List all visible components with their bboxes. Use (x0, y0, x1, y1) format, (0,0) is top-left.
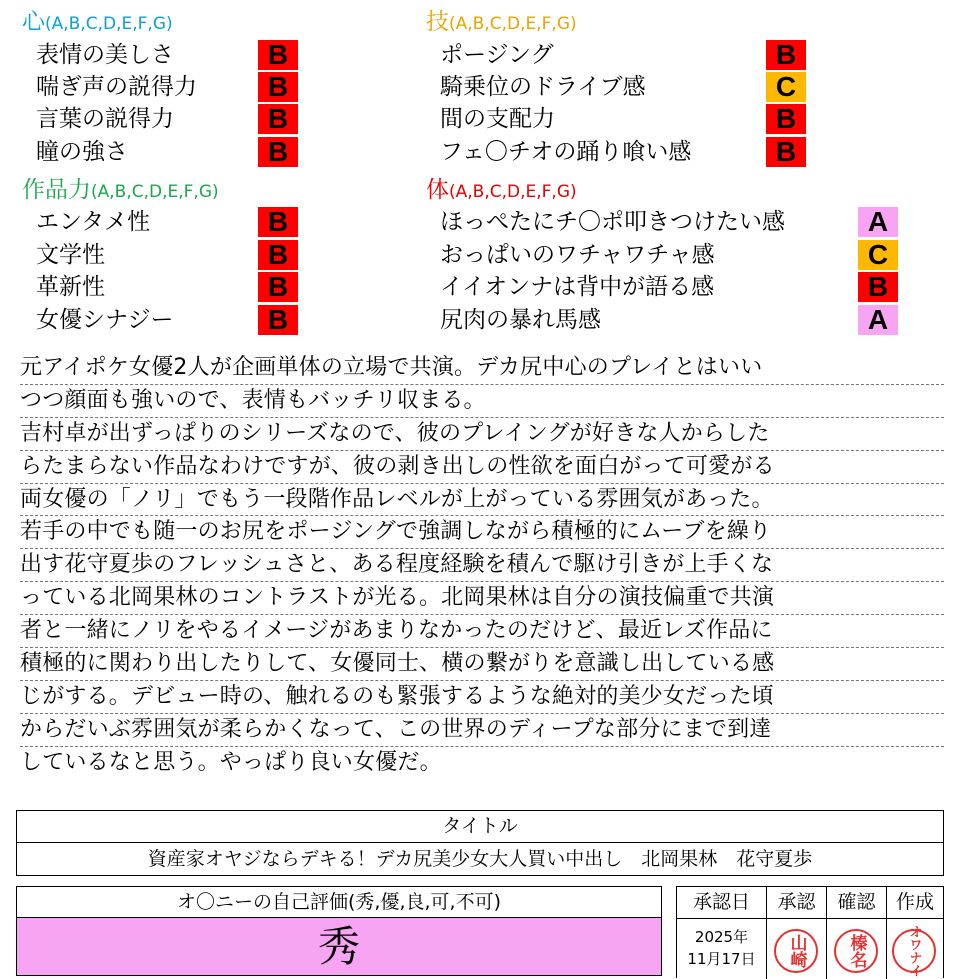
approval-header-row (677, 887, 943, 919)
grade-badge: B (258, 40, 298, 70)
review-line: 両女優の「ノリ」でもう一段階作品レベルが上がっている雰囲気があった。 (20, 484, 944, 517)
check-stamp-cell (827, 919, 887, 979)
grade-badge: B (766, 40, 806, 70)
stamp-text: 山崎 (786, 934, 807, 968)
rating-label: ほっぺたにチ〇ポ叩きつけたい感 (440, 209, 785, 235)
grade-badge: A (858, 207, 898, 237)
approval-date (677, 919, 767, 979)
stamp-text: オワナイ (906, 925, 922, 977)
section-scale: (A,B,C,D,E,F,G) (449, 14, 577, 34)
grade-badge: B (258, 104, 298, 134)
rating-label: ポージング (440, 42, 554, 68)
self-eval-value: 秀 (17, 918, 661, 975)
section-heading-sakuhin (22, 176, 219, 206)
approval-header: 承認 (767, 887, 827, 918)
rating-label: イイオンナは背中が語る感 (440, 274, 715, 300)
section-title: 技 (426, 9, 449, 35)
grade-badge: C (766, 72, 806, 102)
title-box (16, 810, 944, 876)
grade-badge: B (258, 72, 298, 102)
rating-label: 喘ぎ声の説得力 (36, 74, 197, 100)
section-heading-kokoro (22, 8, 173, 38)
grade-badge: B (766, 104, 806, 134)
rating-label: エンタメ性 (36, 209, 151, 235)
title-header: タイトル (17, 811, 943, 843)
review-line: しているなと思う。やっぱり良い女優だ。 (20, 749, 442, 775)
approval-date-header: 承認日 (677, 887, 767, 918)
review-line: 元アイポケ女優2人が企画単体の立場で共演。デカ尻中心のプレイとはいい (20, 352, 944, 385)
section-scale: (A,B,C,D,E,F,G) (449, 182, 577, 202)
review-line: 出す花守夏歩のフレッシュさと、ある程度経験を積んで駆け引きが上手くな (20, 549, 944, 582)
self-eval-box (16, 886, 662, 976)
section-title: 作品力 (22, 177, 91, 203)
grade-badge: B (258, 272, 298, 302)
rating-label: 尻肉の暴れ馬感 (440, 307, 601, 333)
grade-badge: B (258, 240, 298, 270)
rating-label: 瞳の強さ (36, 139, 128, 165)
grade-badge: B (258, 207, 298, 237)
section-title: 体 (426, 177, 449, 203)
grade-badge: B (858, 272, 898, 302)
rating-label: 表情の美しさ (36, 42, 174, 68)
rating-label: おっぱいのワチャワチャ感 (440, 242, 715, 268)
review-line: 者と一緒にノリをやるイメージがあまりなかったのだけど、最近レズ作品に (20, 615, 944, 648)
rating-label: 革新性 (36, 274, 105, 300)
approval-stamp-cell (767, 919, 827, 979)
review-line: 吉村卓が出ずっぱりのシリーズなので、彼のプレイングが好きな人からした (20, 418, 944, 451)
review-line: 若手の中でも随一のお尻をポージングで強調しながら積極的にムーブを繰り (20, 516, 944, 549)
review-line: 積極的に関わり出したりして、女優同士、横の繋がりを意識し出している感 (20, 648, 944, 681)
title-value: 資産家オヤジならデキる！デカ尻美少女大人買い中出し 北岡果林 花守夏歩 (147, 848, 813, 870)
author-header: 作成 (895, 891, 934, 913)
grade-badge: A (858, 305, 898, 335)
review-line: っている北岡果林のコントラストが光る。北岡果林は自分の演技偏重で共演 (20, 582, 944, 615)
stamp-text: 榛名 (846, 934, 867, 968)
review-line: からだいぶ雰囲気が柔らかくなって、この世界のディープな部分にまで到達 (20, 714, 944, 747)
grade-badge: B (766, 137, 806, 167)
hanko-stamp-icon (834, 929, 878, 973)
self-eval-header: オ〇ニーの自己評価(秀,優,良,可,不可) (17, 887, 661, 918)
approval-date-day: 11月17日 (687, 950, 756, 968)
grade-badge: B (258, 137, 298, 167)
grade-badge: B (258, 305, 298, 335)
approval-table (676, 886, 944, 978)
section-scale: (A,B,C,D,E,F,G) (45, 14, 173, 34)
section-title: 心 (22, 9, 45, 35)
review-line: らたまらない作品なわけですが、彼の剥き出しの性欲を面白がって可愛がる (20, 451, 944, 484)
review-text (20, 352, 944, 780)
section-scale: (A,B,C,D,E,F,G) (91, 182, 219, 202)
section-heading-karada (426, 176, 577, 206)
hanko-stamp-icon (892, 925, 936, 977)
review-line: つつ顔面も強いので、表情もバッチリ収まる。 (20, 385, 944, 418)
review-line: じがする。デビュー時の、触れるのも緊張するような絶対的美少女だった頃 (20, 681, 944, 714)
approval-date-year: 2025年 (694, 928, 749, 946)
rating-label: フェ〇チオの踊り喰い感 (440, 139, 692, 165)
grade-badge: C (858, 240, 898, 270)
hanko-stamp-icon (774, 929, 818, 973)
section-heading-waza (426, 8, 577, 38)
check-header: 確認 (827, 887, 887, 918)
author-stamp-cell (887, 919, 943, 979)
rating-label: 間の支配力 (440, 106, 555, 132)
approval-body-row (677, 919, 943, 979)
rating-label: 騎乗位のドライブ感 (440, 74, 646, 100)
rating-label: 文学性 (36, 242, 105, 268)
rating-label: 女優シナジー (36, 307, 174, 333)
rating-label: 言葉の説得力 (36, 106, 174, 132)
